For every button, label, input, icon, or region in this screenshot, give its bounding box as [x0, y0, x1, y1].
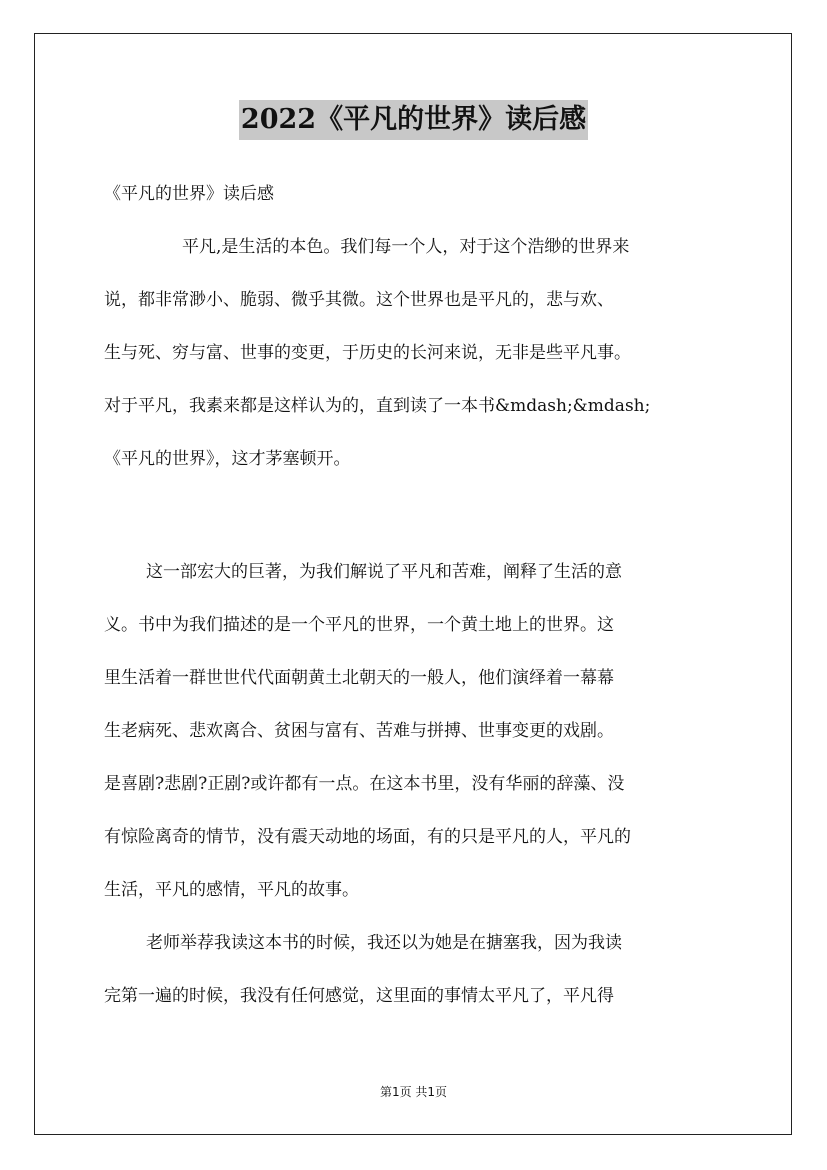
paragraph-2-line-7: 生活，平凡的感情，平凡的故事。	[104, 880, 359, 900]
paragraph-3-line-2: 完第一遍的时候，我没有任何感觉，这里面的事情太平凡了，平凡得	[104, 986, 614, 1006]
paragraph-2-line-3: 里生活着一群世世代代面朝黄土北朝天的一般人，他们演绎着一幕幕	[104, 668, 614, 688]
title-container	[0, 100, 827, 140]
paragraph-2-line-5: 是喜剧?悲剧?正剧?或许都有一点。在这本书里，没有华丽的辞藻、没	[104, 774, 625, 794]
paragraph-1-line-5: 《平凡的世界》，这才茅塞顿开。	[104, 449, 351, 469]
paragraph-1-line-4: 对于平凡，我素来都是这样认为的，直到读了一本书&mdash;&mdash;	[104, 396, 651, 416]
paragraph-1-line-1: 平凡,是生活的本色。我们每一个人，对于这个浩缈的世界来	[182, 237, 630, 257]
paragraph-2-line-1: 这一部宏大的巨著，为我们解说了平凡和苦难，阐释了生活的意	[146, 562, 622, 582]
paragraph-1-line-2: 说，都非常渺小、脆弱、微乎其微。这个世界也是平凡的，悲与欢、	[104, 290, 614, 310]
paragraph-1-line-3: 生与死、穷与富、世事的变更，于历史的长河来说，无非是些平凡事。	[104, 343, 631, 363]
document-subtitle: 《平凡的世界》读后感	[104, 184, 274, 204]
paragraph-3-line-1: 老师举荐我读这本书的时候，我还以为她是在搪塞我，因为我读	[146, 933, 622, 953]
paragraph-2-line-2: 义。书中为我们描述的是一个平凡的世界，一个黄土地上的世界。这	[104, 615, 614, 635]
paragraph-2-line-4: 生老病死、悲欢离合、贫困与富有、苦难与拼搏、世事变更的戏剧。	[104, 721, 614, 741]
document-title: 2022《平凡的世界》读后感	[239, 100, 588, 140]
paragraph-2-line-6: 有惊险离奇的情节，没有震天动地的场面，有的只是平凡的人，平凡的	[104, 827, 631, 847]
page-footer: 第1页 共1页	[379, 1085, 448, 1099]
